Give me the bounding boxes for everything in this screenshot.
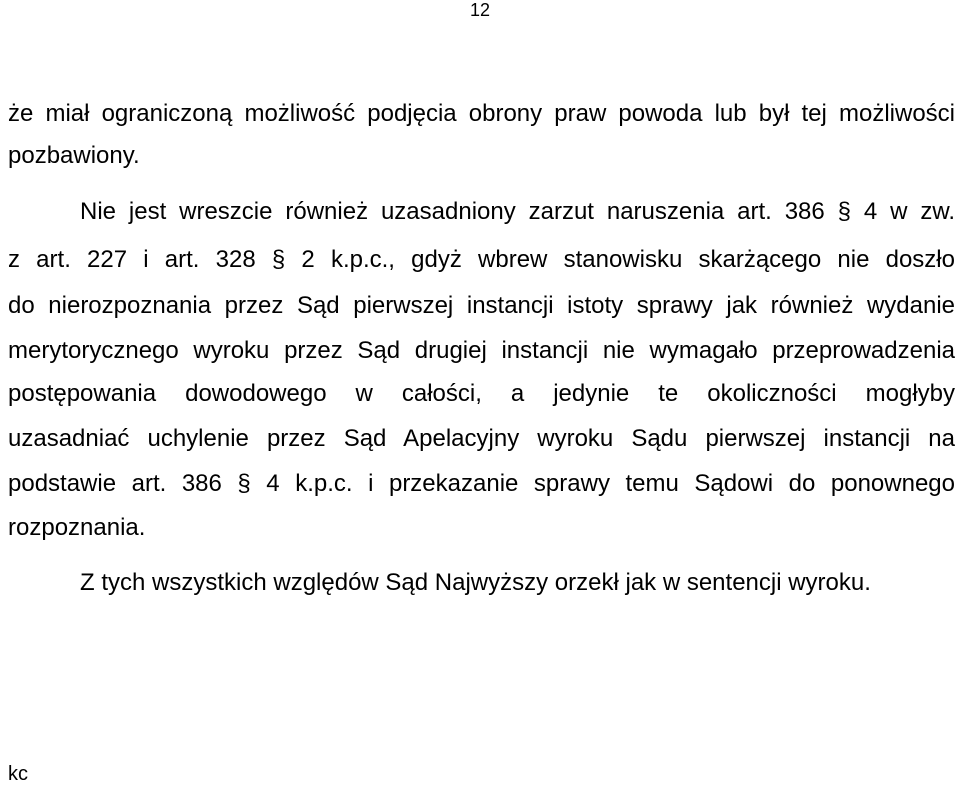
body-text-line: podstawie art. 386 § 4 k.p.c. i przekazanie sprawy temu Sądowi do ponownego bbox=[8, 470, 955, 497]
body-text-line: postępowania dowodowego w całości, a jedynie te okoliczności mogłyby bbox=[8, 380, 955, 407]
body-text-line: do nierozpoznania przez Sąd pierwszej instancji istoty sprawy jak również wydanie bbox=[8, 292, 955, 319]
body-text-line: Nie jest wreszcie również uzasadniony zarzut naruszenia art. 386 § 4 w zw. bbox=[80, 198, 955, 225]
body-text-line: z art. 227 i art. 328 § 2 k.p.c., gdyż wbrew stanowisku skarżącego nie doszło bbox=[8, 246, 955, 273]
body-text-line: Z tych wszystkich względów Sąd Najwyższy orzekł jak w sentencji wyroku. bbox=[80, 569, 871, 596]
footer-initials: kc bbox=[8, 763, 28, 785]
body-text-line: że miał ograniczoną możliwość podjęcia obrony praw powoda lub był tej możliwości bbox=[8, 100, 955, 127]
body-text-line: merytorycznego wyroku przez Sąd drugiej instancji nie wymagało przeprowadzenia bbox=[8, 337, 955, 364]
page-number: 12 bbox=[469, 0, 491, 20]
body-text-line: uzasadniać uchylenie przez Sąd Apelacyjny wyroku Sądu pierwszej instancji na bbox=[8, 425, 955, 452]
body-text-line: pozbawiony. bbox=[8, 142, 140, 169]
body-text-line: rozpoznania. bbox=[8, 514, 146, 541]
